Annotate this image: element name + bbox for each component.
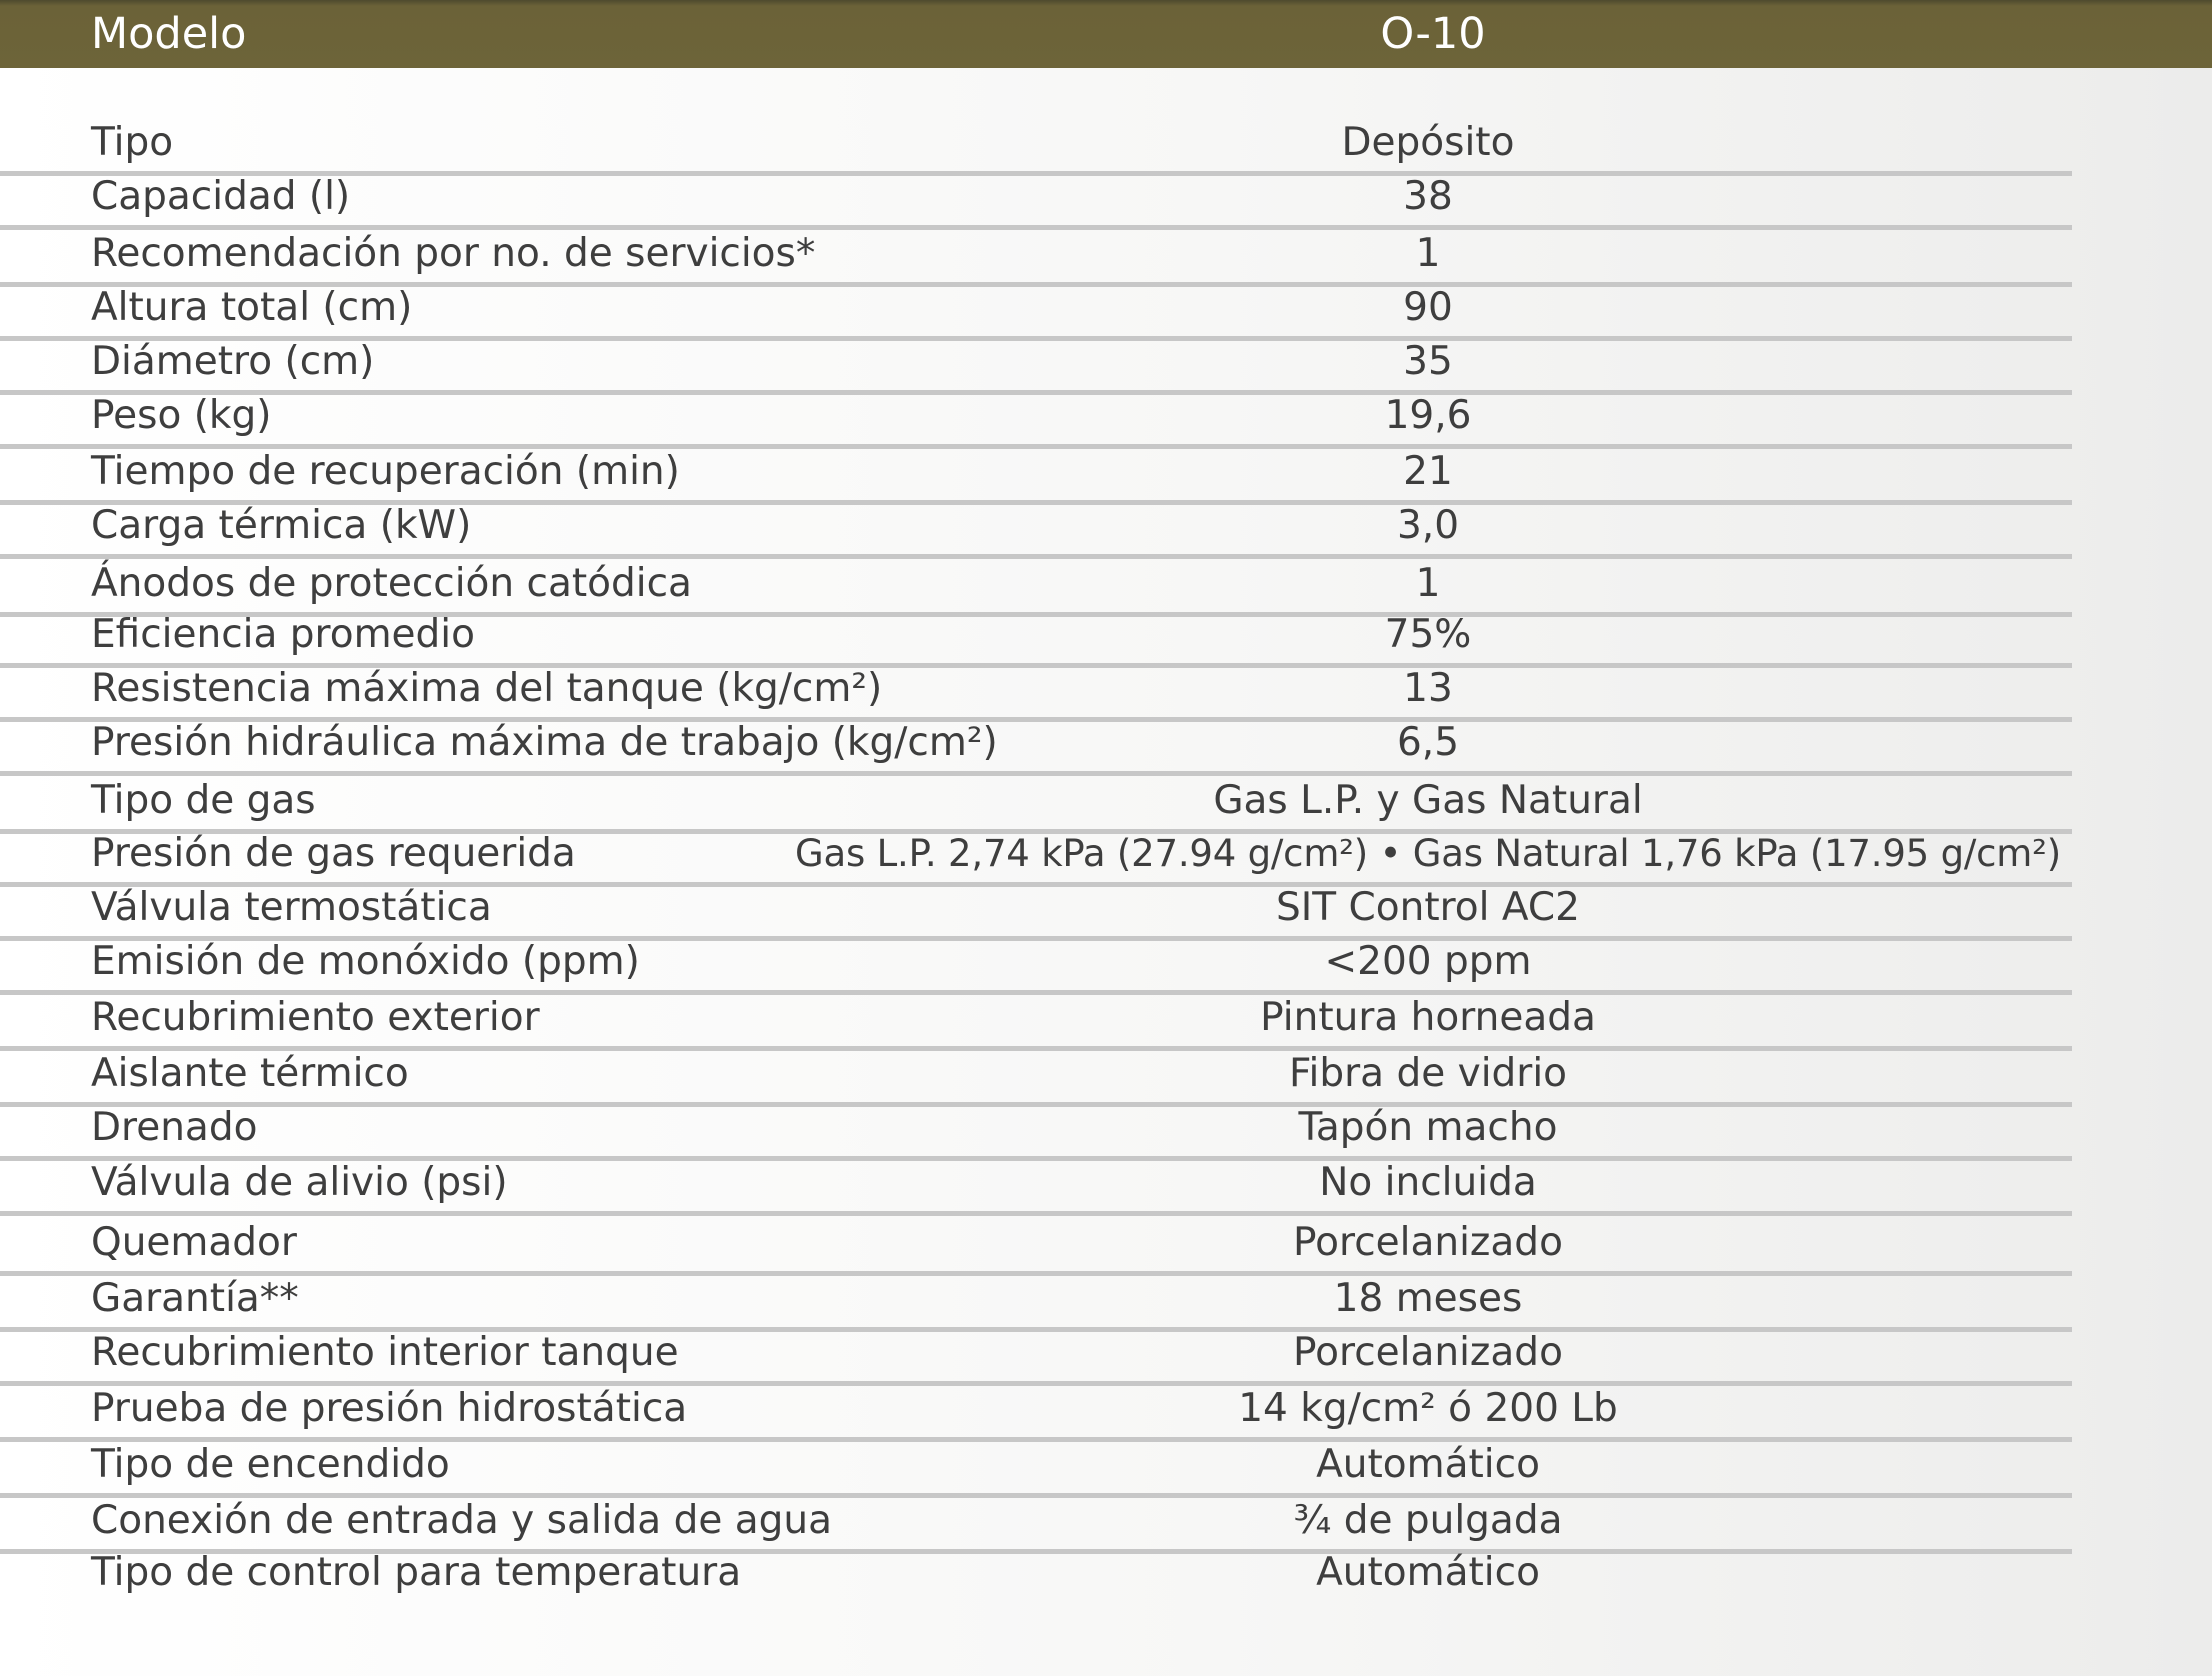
spec-value: Porcelanizado	[1293, 1220, 1563, 1265]
spec-label: Tipo de encendido	[91, 1442, 450, 1487]
spec-label: Recubrimiento interior tanque	[91, 1330, 679, 1375]
spec-label: Tipo de control para temperatura	[91, 1550, 742, 1595]
spec-row	[0, 1105, 2072, 1157]
spec-row	[0, 831, 2072, 883]
spec-value: 13	[1403, 666, 1453, 711]
spec-row	[0, 939, 2072, 991]
model-header	[0, 0, 2212, 68]
spec-value: 90	[1403, 285, 1453, 330]
spec-value: 19,6	[1384, 393, 1472, 438]
spec-value: 38	[1403, 174, 1453, 219]
spec-value: 6,5	[1396, 720, 1460, 765]
spec-label: Tipo	[91, 120, 174, 165]
spec-row	[0, 1386, 2072, 1438]
spec-value: Depósito	[1341, 120, 1515, 165]
spec-label: Conexión de entrada y salida de agua	[91, 1498, 832, 1543]
row-divider	[0, 554, 2072, 559]
spec-row	[0, 393, 2072, 445]
spec-value: SIT Control AC2	[1276, 885, 1580, 930]
spec-label: Tiempo de recuperación (min)	[91, 449, 680, 494]
spec-row	[0, 174, 2072, 226]
spec-label: Ánodos de protección catódica	[91, 561, 692, 606]
spec-label: Aislante térmico	[91, 1051, 409, 1096]
spec-label: Altura total (cm)	[91, 285, 413, 330]
spec-row	[0, 720, 2072, 772]
spec-row	[0, 1160, 2072, 1212]
spec-label: Recubrimiento exterior	[91, 995, 540, 1040]
spec-label: Presión de gas requerida	[91, 831, 576, 876]
spec-value: Automático	[1316, 1442, 1540, 1487]
spec-label: Tipo de gas	[91, 778, 316, 823]
spec-value: <200 ppm	[1324, 939, 1532, 984]
spec-value: 21	[1403, 449, 1453, 494]
spec-row	[0, 231, 2072, 283]
spec-label: Peso (kg)	[91, 393, 272, 438]
spec-label: Capacidad (l)	[91, 174, 351, 219]
spec-label: Prueba de presión hidrostática	[91, 1386, 688, 1431]
spec-value: 1	[1415, 561, 1441, 606]
spec-row	[0, 1442, 2072, 1494]
spec-label: Recomendación por no. de servicios*	[91, 231, 816, 276]
spec-row	[0, 666, 2072, 718]
spec-value: 18 meses	[1333, 1276, 1523, 1321]
spec-label: Quemador	[91, 1220, 297, 1265]
row-divider	[0, 1211, 2072, 1216]
spec-row	[0, 1276, 2072, 1328]
row-divider	[0, 771, 2072, 776]
spec-row	[0, 561, 2072, 613]
spec-row	[0, 1550, 2072, 1602]
spec-row	[0, 1220, 2072, 1272]
spec-row	[0, 449, 2072, 501]
spec-value: No incluida	[1319, 1160, 1537, 1205]
spec-value: ¾ de pulgada	[1293, 1498, 1563, 1543]
spec-label: Drenado	[91, 1105, 258, 1150]
spec-value: Fibra de vidrio	[1288, 1051, 1568, 1096]
spec-value: Pintura horneada	[1260, 995, 1596, 1040]
row-divider	[0, 225, 2072, 230]
spec-row	[0, 1498, 2072, 1550]
model-header-value: O-10	[1380, 9, 1486, 59]
spec-row	[0, 885, 2072, 937]
spec-label: Presión hidráulica máxima de trabajo (kg/cm²)	[91, 720, 998, 765]
spec-value: Tapón macho	[1298, 1105, 1558, 1150]
spec-row	[0, 339, 2072, 391]
spec-row	[0, 503, 2072, 555]
spec-value: 75%	[1384, 612, 1472, 657]
spec-label: Carga térmica (kW)	[91, 503, 472, 548]
spec-value: Porcelanizado	[1293, 1330, 1563, 1375]
spec-label: Válvula termostática	[91, 885, 492, 930]
model-header-label: Modelo	[91, 9, 247, 59]
spec-value: Gas L.P. y Gas Natural	[1213, 778, 1643, 823]
spec-value: 35	[1403, 339, 1453, 384]
spec-label: Resistencia máxima del tanque (kg/cm²)	[91, 666, 883, 711]
spec-label: Diámetro (cm)	[91, 339, 375, 384]
spec-label: Eficiencia promedio	[91, 612, 476, 657]
spec-row	[0, 285, 2072, 337]
spec-value: 14 kg/cm² ó 200 Lb	[1238, 1386, 1618, 1431]
spec-label: Garantía**	[91, 1276, 299, 1321]
spec-row	[0, 1051, 2072, 1103]
spec-value: Gas L.P. 2,74 kPa (27.94 g/cm²) • Gas Natural 1,76 kPa (17.95 g/cm²)	[795, 832, 2061, 875]
spec-value: 3,0	[1396, 503, 1460, 548]
spec-row	[0, 120, 2072, 172]
spec-label: Emisión de monóxido (ppm)	[91, 939, 640, 984]
spec-row	[0, 778, 2072, 830]
spec-label: Válvula de alivio (psi)	[91, 1160, 508, 1205]
spec-value: Automático	[1316, 1550, 1540, 1595]
spec-row	[0, 612, 2072, 664]
spec-row	[0, 995, 2072, 1047]
spec-value: 1	[1415, 231, 1441, 276]
spec-row	[0, 1330, 2072, 1382]
